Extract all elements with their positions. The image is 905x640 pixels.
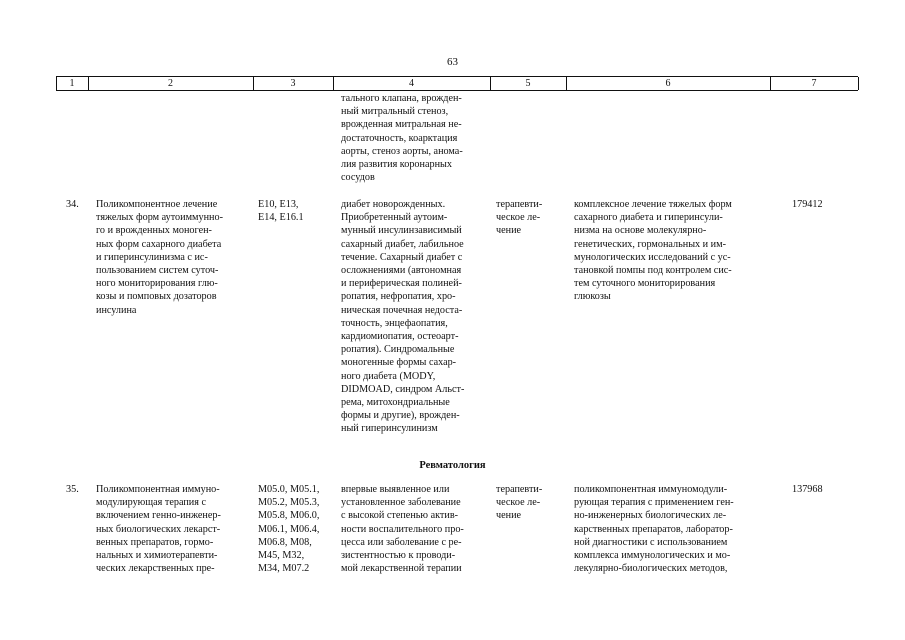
text-line: зистентностью к проводи-: [341, 550, 456, 562]
text-line: ный митральный стеноз,: [341, 106, 449, 118]
header-col-1: 1: [69, 78, 75, 89]
text-line: M05.8, M06.0,: [258, 510, 320, 522]
text-line: M45, M32,: [258, 550, 305, 562]
text-line: сахарный диабет, лабильное: [341, 238, 464, 250]
text-line: установленное заболевание: [341, 497, 461, 509]
text-line: ническая почечная недоста-: [341, 304, 463, 316]
text-line: терапевти-: [496, 484, 543, 495]
text-line: комплексное лечение тяжелых форм: [574, 199, 732, 210]
text-line: козы и помповых дозаторов: [96, 291, 217, 303]
text-line: ческое ле-: [496, 497, 541, 509]
procedure-name-cell: [96, 483, 248, 575]
text-line: карственных препаратов, лаборатор-: [574, 523, 733, 535]
text-line: но-инженерных биологических ле-: [574, 510, 727, 522]
text-line: тем суточного мониторирования: [574, 278, 716, 290]
text-line: диабет новорожденных.: [341, 199, 446, 210]
text-line: Поликомпонентное лечение: [96, 199, 218, 210]
header-col-6: 6: [665, 78, 671, 89]
row-number: 34.: [66, 199, 79, 210]
text-line: E10, E13,: [258, 199, 299, 210]
cost-cell: 137968: [792, 484, 823, 495]
text-line: тановкой помпы под контролем сис-: [574, 265, 732, 277]
text-line: ных биологических лекарст-: [96, 523, 221, 535]
procedure-name-cell: [96, 198, 248, 317]
text-line: чение: [496, 225, 522, 237]
text-line: врожденная митральная не-: [341, 119, 462, 131]
text-line: ный гиперинсулинизм: [341, 423, 438, 435]
treatment-method-cell: [574, 483, 768, 575]
text-line: тяжелых форм аутоиммунно-: [96, 212, 223, 224]
text-line: ности воспалительного про-: [341, 523, 464, 535]
text-line: го и врожденных моноген-: [96, 225, 212, 237]
text-line: пользованием систем суточ-: [96, 265, 219, 277]
text-line: цесса или заболевание с ре-: [341, 536, 462, 548]
continuation-model-cell: [341, 92, 487, 184]
text-line: ропатия). Синдромальные: [341, 344, 455, 356]
text-line: и гиперинсулинизма с ис-: [96, 251, 208, 263]
text-line: ческое ле-: [496, 212, 541, 224]
text-line: ропатия, нефропатия, хро-: [341, 291, 456, 303]
text-line: глюкозы: [574, 291, 611, 303]
text-line: ной диагностики с использованием: [574, 536, 728, 548]
text-line: моногенные формы сахар-: [341, 357, 457, 369]
header-bottom-rule: [56, 90, 858, 91]
text-line: лекулярно-биологических методов,: [574, 563, 728, 575]
patient-model-cell: [341, 483, 487, 575]
col-divider: [858, 77, 859, 90]
text-line: M05.2, M05.3,: [258, 497, 320, 509]
header-col-2: 2: [168, 78, 173, 89]
text-line: точность, энцефаопатия,: [341, 317, 448, 329]
text-line: мунный инсулинзависимый: [341, 225, 462, 237]
text-line: течение. Сахарный диабет с: [341, 251, 463, 263]
text-line: лия развития коронарных: [341, 159, 452, 171]
text-line: M06.1, M06.4,: [258, 523, 320, 535]
text-line: нальных и химиотерапевти-: [96, 550, 218, 562]
text-line: комплекса иммунологических и мо-: [574, 550, 731, 562]
text-line: Поликомпонентная иммуно-: [96, 484, 220, 495]
header-col-4: 4: [409, 78, 414, 89]
text-line: генетических, гормональных и им-: [574, 238, 726, 250]
text-line: M06.8, M08,: [258, 536, 312, 548]
text-line: осложнениями (автономная: [341, 265, 462, 277]
text-line: достаточность, коарктация: [341, 132, 458, 144]
text-line: DIDMOAD, синдром Альст-: [341, 383, 465, 395]
text-line: терапевти-: [496, 199, 543, 210]
text-line: низма на основе молекулярно-: [574, 225, 707, 237]
text-line: венных препаратов, гормо-: [96, 536, 214, 548]
page-number: 63: [447, 56, 458, 68]
text-line: рующая терапия с применением ген-: [574, 497, 734, 509]
patient-model-cell: [341, 198, 487, 436]
text-line: с высокой степенью актив-: [341, 510, 459, 522]
text-line: тального клапана, врожден-: [341, 93, 462, 104]
text-line: чение: [496, 510, 522, 522]
section-title: Ревматология: [419, 460, 486, 471]
text-line: включением генно-инженер-: [96, 510, 221, 522]
treatment-method-cell: [574, 198, 768, 304]
icd-codes-cell: [258, 198, 330, 224]
text-line: кардиомиопатия, остеоарт-: [341, 331, 459, 343]
text-line: сосудов: [341, 172, 375, 184]
text-line: ного мониторирования глю-: [96, 278, 218, 290]
treatment-type-cell: [496, 198, 564, 238]
text-line: и периферическая полиней-: [341, 278, 462, 290]
text-line: Приобретенный аутоим-: [341, 212, 448, 224]
cost-cell: 179412: [792, 199, 823, 210]
row-number: 35.: [66, 484, 79, 495]
text-line: инсулина: [96, 304, 137, 316]
header-col-5: 5: [525, 78, 531, 89]
text-line: поликомпонентная иммуномодули-: [574, 484, 728, 495]
text-line: E14, E16.1: [258, 212, 304, 224]
text-line: мой лекарственной терапии: [341, 563, 462, 575]
header-col-7: 7: [811, 78, 817, 89]
text-line: аорты, стеноз аорты, анома-: [341, 145, 463, 157]
text-line: сахарного диабета и гиперинсули-: [574, 212, 723, 224]
header-col-3: 3: [290, 78, 296, 89]
text-line: рема, митохондриальные: [341, 397, 450, 409]
text-line: ных форм сахарного диабета: [96, 238, 222, 250]
treatment-type-cell: [496, 483, 564, 523]
text-line: M05.0, M05.1,: [258, 484, 320, 495]
text-line: ческих лекарственных пре-: [96, 563, 215, 575]
icd-codes-cell: [258, 483, 330, 575]
text-line: M34, M07.2: [258, 563, 310, 575]
text-line: впервые выявленное или: [341, 484, 450, 495]
text-line: ного диабета (MODY,: [341, 370, 436, 382]
text-line: модулирующая терапия с: [96, 497, 206, 509]
text-line: мунологических исследований с ус-: [574, 251, 731, 263]
text-line: формы и другие), врожден-: [341, 410, 460, 422]
